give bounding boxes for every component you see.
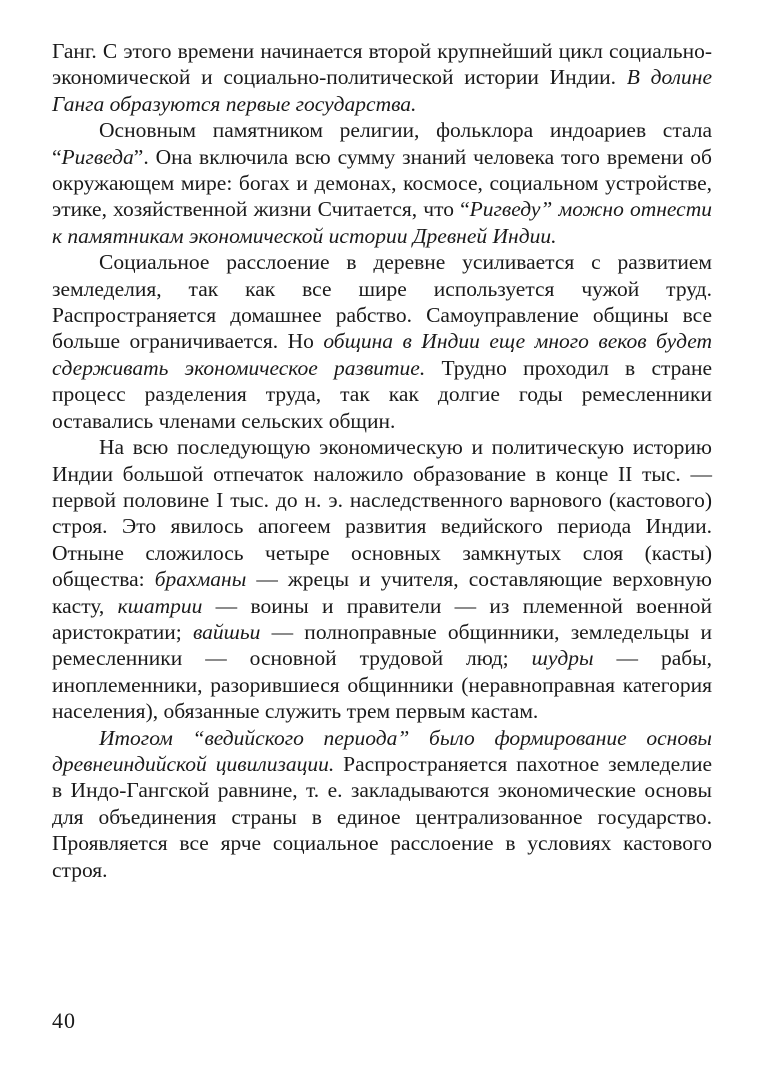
paragraph-social-stratification xyxy=(52,249,712,434)
paragraph-rigveda xyxy=(52,117,712,249)
italic-run: Итогом “ведийского периода” было формирование основы древнеиндийской цивилизации. xyxy=(52,725,712,776)
text-run: — рабы, иноплеменники, разорившиеся общинники (неравноправная категория населения), обязанные служить трем первым кастам. xyxy=(52,646,712,724)
text-run: Распространяется пахотное земледелие в Индо-Гангской равнине, т. е. закладываются экономические основы для объединения страны в единое централизованное государство. Проявляется все ярче социальное расслоение в условиях кастового строя. xyxy=(52,751,712,882)
italic-run: Ригведа xyxy=(61,144,134,169)
italic-run: община в Индии еще много веков будет сдерживать экономическое развитие. xyxy=(52,329,712,380)
text-run: — воины и правители — из племенной военной аристократии; xyxy=(52,593,712,644)
paragraph-varna-system xyxy=(52,434,712,724)
italic-run: брахманы xyxy=(154,567,247,592)
page-number: 40 xyxy=(52,1008,76,1033)
italic-run: Ригведу” можно отнести к памятникам экономической истории Древней Индии. xyxy=(52,197,713,248)
paragraph-vedic-period-result xyxy=(52,725,712,883)
text-run: Социальное расслоение в деревне усиливается с развитием земледелия, так как все шире используется чужой труд. Распространяется домашнее рабство. Самоуправление общины все больше ограничивается. Но xyxy=(52,250,712,354)
text-run: Трудно проходил в стране процесс разделения труда, так как долгие годы ремесленники оставались членами сельских общин. xyxy=(52,355,712,433)
text-run: Ганг. С этого времени начинается второй крупнейший цикл социально-экономической и социально-политической истории Индии. xyxy=(52,39,712,90)
paragraph-ganges-cycle xyxy=(52,38,712,117)
text-run: — полноправные общинники, земледельцы и ремесленники — основной трудовой люд; xyxy=(52,619,712,671)
text-run: ”. Она включила всю сумму знаний человека того времени об окружающем мире: богах и демонах, космосе, социальном устройстве, этике, хозяйственной жизни Считается, что “ xyxy=(52,144,712,222)
text-run: — жрецы и учителя, составляющие верховную касту, xyxy=(52,567,712,618)
text-run: На всю последующую экономическую и политическую историю Индии большой отпечаток наложило образование в конце II тыс. — первой половине I тыс. до н. э. наследственного варнового (кастового) строя. Это явилось апогеем развития ведийского периода Индии. Отныне сложилось четыре основных замкнутых слоя (касты) общества: xyxy=(52,435,712,592)
italic-run: кшатрии xyxy=(117,593,203,618)
text-run: Основным памятником религии, фольклора индоариев стала “ xyxy=(52,118,712,169)
italic-run: вайшьи xyxy=(192,619,261,644)
italic-run: шудры xyxy=(531,646,594,671)
italic-run: В долине Ганга образуются первые государства. xyxy=(52,65,712,116)
